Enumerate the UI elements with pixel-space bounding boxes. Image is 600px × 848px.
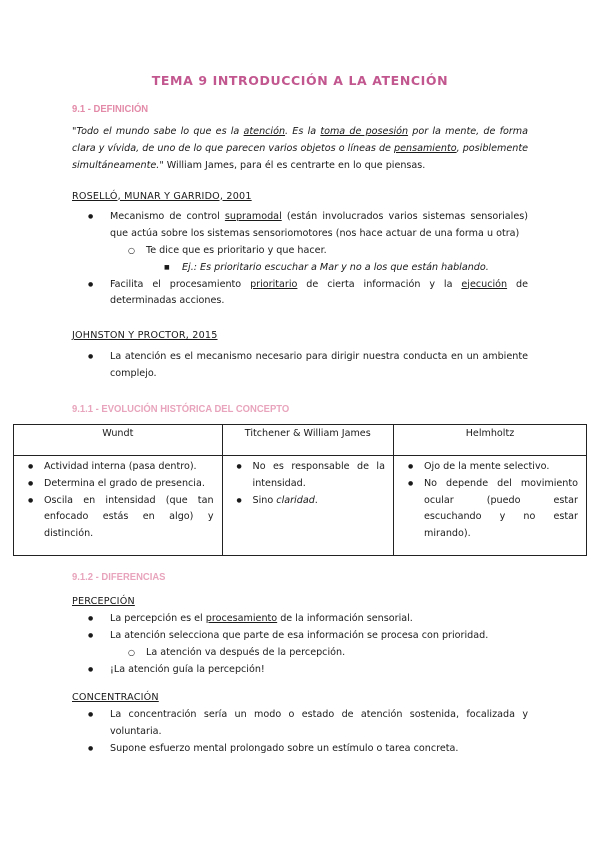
text: (están involucrados varios sistemas sensoriales) que actúa sobre los sistemas sensoriomotores (nos hace actuar de una forma u otra)	[110, 211, 528, 240]
term-ejecucion: ejecución	[461, 278, 508, 290]
term-procesamiento: procesamiento	[205, 613, 278, 625]
source-rosello: ROSELLÓ, MUNAR Y GARRIDO, 2001	[72, 190, 252, 202]
section-heading-evolucion: 9.1.1 - EVOLUCIÓN HISTÓRICA DEL CONCEPTO	[72, 403, 290, 416]
text: Facilita el procesamiento	[110, 278, 251, 290]
quote-term-pensamiento: pensamiento	[394, 143, 457, 155]
table-cell-wundt	[14, 456, 223, 556]
list-subitem: ○ La atención va después de la percepción.	[72, 645, 528, 662]
text: de determinadas acciones.	[110, 278, 528, 307]
quote-term-toma-posesion: toma de posesión	[320, 126, 409, 138]
list-subitem: ○ Te dice que es prioritario y que hacer.	[72, 243, 528, 260]
johnston-list	[72, 349, 528, 383]
list-item: ● Ojo de la mente selectivo.	[398, 459, 578, 476]
text: .	[314, 494, 318, 506]
list-item	[72, 611, 528, 628]
quote-term-atencion: atención	[243, 126, 286, 138]
text: de la información sensorial.	[277, 613, 413, 625]
list-item: ● No depende del movimiento ocular (puedo estar escuchando y no estar mirando).	[398, 476, 578, 543]
list-item: ● Actividad interna (pasa dentro).	[18, 459, 214, 476]
text: La percepción es el	[110, 613, 206, 625]
list-item	[227, 493, 385, 510]
differences-section	[72, 568, 528, 757]
term-supramodal: supramodal	[224, 211, 282, 223]
evolution-table	[13, 424, 587, 556]
source-johnston: JOHNSTON Y PROCTOR, 2015	[72, 330, 218, 342]
section-heading-diferencias: 9.1.2 - DIFERENCIAS	[72, 571, 166, 583]
table-header-titchener: Titchener & William James	[222, 425, 393, 456]
list-item: ● La atención es el mecanismo necesario para dirigir nuestra conducta en un ambiente complejo.	[72, 349, 528, 383]
text: de cierta información y la	[297, 278, 462, 290]
text: Mecanismo de control	[110, 211, 225, 223]
subheading-concentracion: CONCENTRACIÓN	[72, 692, 159, 704]
list-item	[72, 209, 528, 243]
list-item: ● Oscila en intensidad (que tan enfocado estás en algo) y distinción.	[18, 493, 214, 543]
concentracion-list	[72, 707, 528, 757]
text: Sino	[252, 494, 277, 506]
quote-part: por la mente, de forma clara y vívida, de uno de lo que parecen varios objetos o líneas de	[72, 126, 528, 155]
list-item	[72, 277, 528, 311]
quote-part: , posiblemente simultáneamente.	[72, 143, 528, 171]
rosello-list	[72, 209, 528, 310]
list-subsubitem: ■ Ej.: Es prioritario escuchar a Mar y no a los que están hablando.	[72, 260, 528, 277]
list-item: ● ¡La atención guía la percepción!	[72, 662, 528, 679]
subheading-percepcion: PERCEPCIÓN	[72, 596, 135, 608]
quote-attribution: " William James, para él es centrarte en lo que piensas.	[159, 159, 426, 171]
list-item: ● Determina el grado de presencia.	[18, 476, 214, 493]
list-item: ● Supone esfuerzo mental prolongado sobre un estímulo o tarea concreta.	[72, 741, 528, 758]
quote-part: "Todo el mundo sabe lo que es la	[72, 126, 244, 138]
term-claridad: claridad	[276, 494, 315, 506]
table-header-wundt: Wundt	[14, 425, 223, 456]
list-item: ● La atención selecciona que parte de esa información se procesa con prioridad.	[72, 628, 528, 645]
document-page	[72, 70, 528, 427]
table-cell-titchener	[222, 456, 393, 556]
term-prioritario: prioritario	[250, 278, 298, 290]
page-title: TEMA 9 INTRODUCCIÓN A LA ATENCIÓN	[151, 73, 449, 88]
percepcion-list	[72, 611, 528, 678]
definition-quote	[72, 124, 528, 174]
quote-part: . Es la	[285, 126, 321, 138]
list-item: ● No es responsable de la intensidad.	[227, 459, 385, 493]
list-item: ● La concentración sería un modo o estado de atención sostenida, focalizada y voluntaria.	[72, 707, 528, 741]
section-heading-definicion: 9.1 - DEFINICIÓN	[72, 102, 149, 115]
table-cell-helmholtz	[393, 456, 586, 556]
table-header-helmholtz: Helmholtz	[393, 425, 586, 456]
